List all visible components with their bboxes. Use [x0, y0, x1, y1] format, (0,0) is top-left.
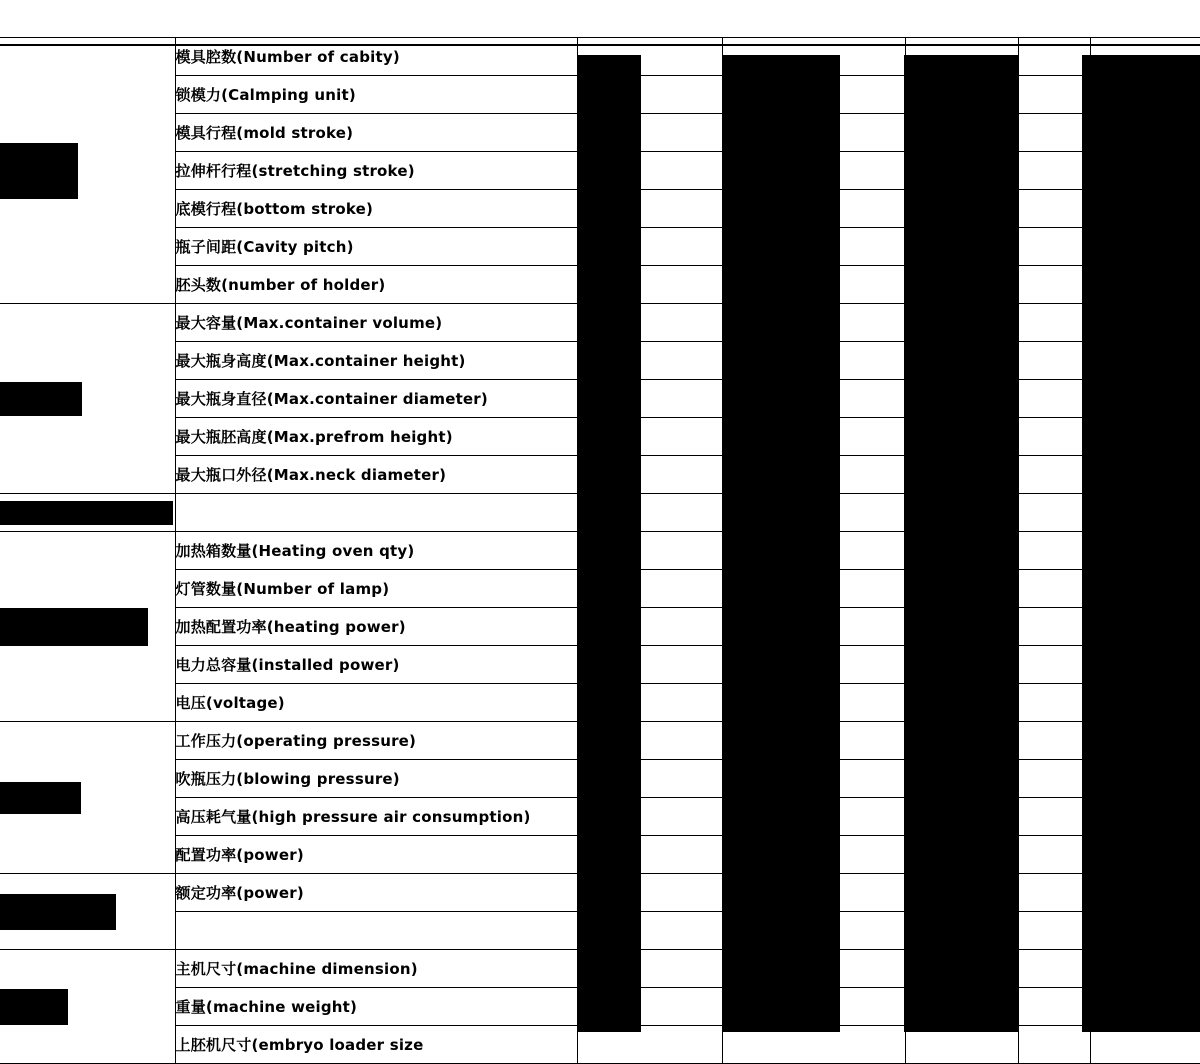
row-label: 最大瓶胚高度(Max.prefrom height)	[175, 418, 577, 456]
value-cell-4	[1018, 608, 1090, 646]
redacted-group-3	[0, 501, 173, 525]
row-label: 加热箱数量(Heating oven qty)	[175, 532, 577, 570]
row-label: 胚头数(number of holder)	[175, 266, 577, 304]
row-label: 模具行程(mold stroke)	[175, 114, 577, 152]
row-label: 主机尺寸(machine dimension)	[175, 950, 577, 988]
header-col-1	[577, 0, 722, 38]
row-label: 重量(machine weight)	[175, 988, 577, 1026]
group-label-cell-5	[0, 722, 175, 874]
value-cell-4	[1018, 380, 1090, 418]
value-cell-4	[1018, 836, 1090, 874]
header-col-3	[905, 0, 1018, 38]
value-cell-4	[1018, 228, 1090, 266]
row-label: 瓶子间距(Cavity pitch)	[175, 228, 577, 266]
redacted-group-6	[0, 894, 116, 930]
value-cell-4	[1018, 342, 1090, 380]
value-cell-4	[1018, 760, 1090, 798]
header-group-cell	[0, 0, 175, 38]
header-col-2	[722, 0, 905, 38]
value-cell-4	[1018, 114, 1090, 152]
row-label: 拉伸杆行程(stretching stroke)	[175, 152, 577, 190]
row-label: 加热配置功率(heating power)	[175, 608, 577, 646]
row-label: 电力总容量(installed power)	[175, 646, 577, 684]
row-label: 最大容量(Max.container volume)	[175, 304, 577, 342]
value-cell-4	[1018, 950, 1090, 988]
value-cell-4	[1018, 684, 1090, 722]
group-label-cell-2	[0, 304, 175, 494]
value-cell-4	[1018, 76, 1090, 114]
value-cell-4	[1018, 570, 1090, 608]
value-cell-4	[1018, 722, 1090, 760]
row-label: 电压(voltage)	[175, 684, 577, 722]
group-label-cell-1	[0, 38, 175, 304]
row-label: 灯管数量(Number of lamp)	[175, 570, 577, 608]
value-cell-4	[1018, 152, 1090, 190]
row-label: 额定功率(power)	[175, 874, 577, 912]
value-cell-4	[1018, 266, 1090, 304]
row-label	[175, 912, 577, 950]
value-cell-4	[1018, 532, 1090, 570]
redacted-group-1	[0, 143, 78, 199]
redacted-group-4	[0, 608, 148, 646]
row-label	[175, 494, 577, 532]
row-label: 锁模力(Calmping unit)	[175, 76, 577, 114]
row-label: 高压耗气量(high pressure air consumption)	[175, 798, 577, 836]
redacted-column-4	[1082, 55, 1200, 1032]
value-cell-4	[1018, 646, 1090, 684]
value-cell-4	[1018, 1026, 1090, 1064]
redacted-column-1	[577, 55, 641, 1032]
value-cell-4	[1018, 418, 1090, 456]
table-header-row	[0, 0, 1200, 38]
value-cell-4	[1018, 874, 1090, 912]
redacted-group-2	[0, 382, 82, 416]
redacted-group-5	[0, 782, 81, 814]
header-rule	[0, 44, 1200, 46]
row-label: 配置功率(power)	[175, 836, 577, 874]
value-cell-4	[1018, 988, 1090, 1026]
header-col-5	[1090, 0, 1200, 38]
group-label-cell-7	[0, 950, 175, 1064]
value-cell-4	[1018, 190, 1090, 228]
redacted-column-3	[904, 55, 1018, 1032]
header-col-4	[1018, 0, 1090, 38]
row-label: 工作压力(operating pressure)	[175, 722, 577, 760]
row-label: 最大瓶身高度(Max.container height)	[175, 342, 577, 380]
group-label-cell-6	[0, 874, 175, 950]
row-label: 最大瓶口外径(Max.neck diameter)	[175, 456, 577, 494]
redacted-column-2	[722, 55, 840, 1032]
value-cell-4	[1018, 456, 1090, 494]
row-label: 上胚机尺寸(embryo loader size	[175, 1026, 577, 1064]
row-label: 最大瓶身直径(Max.container diameter)	[175, 380, 577, 418]
group-label-cell-4	[0, 532, 175, 722]
row-label: 模具腔数(Number of cabity)	[175, 38, 577, 76]
value-cell-4	[1018, 494, 1090, 532]
redacted-group-7	[0, 989, 68, 1025]
row-label: 底模行程(bottom stroke)	[175, 190, 577, 228]
value-cell-4	[1018, 304, 1090, 342]
row-label: 吹瓶压力(blowing pressure)	[175, 760, 577, 798]
value-cell-4	[1018, 912, 1090, 950]
header-item-cell	[175, 0, 577, 38]
value-cell-4	[1018, 798, 1090, 836]
group-label-cell-3	[0, 494, 175, 532]
